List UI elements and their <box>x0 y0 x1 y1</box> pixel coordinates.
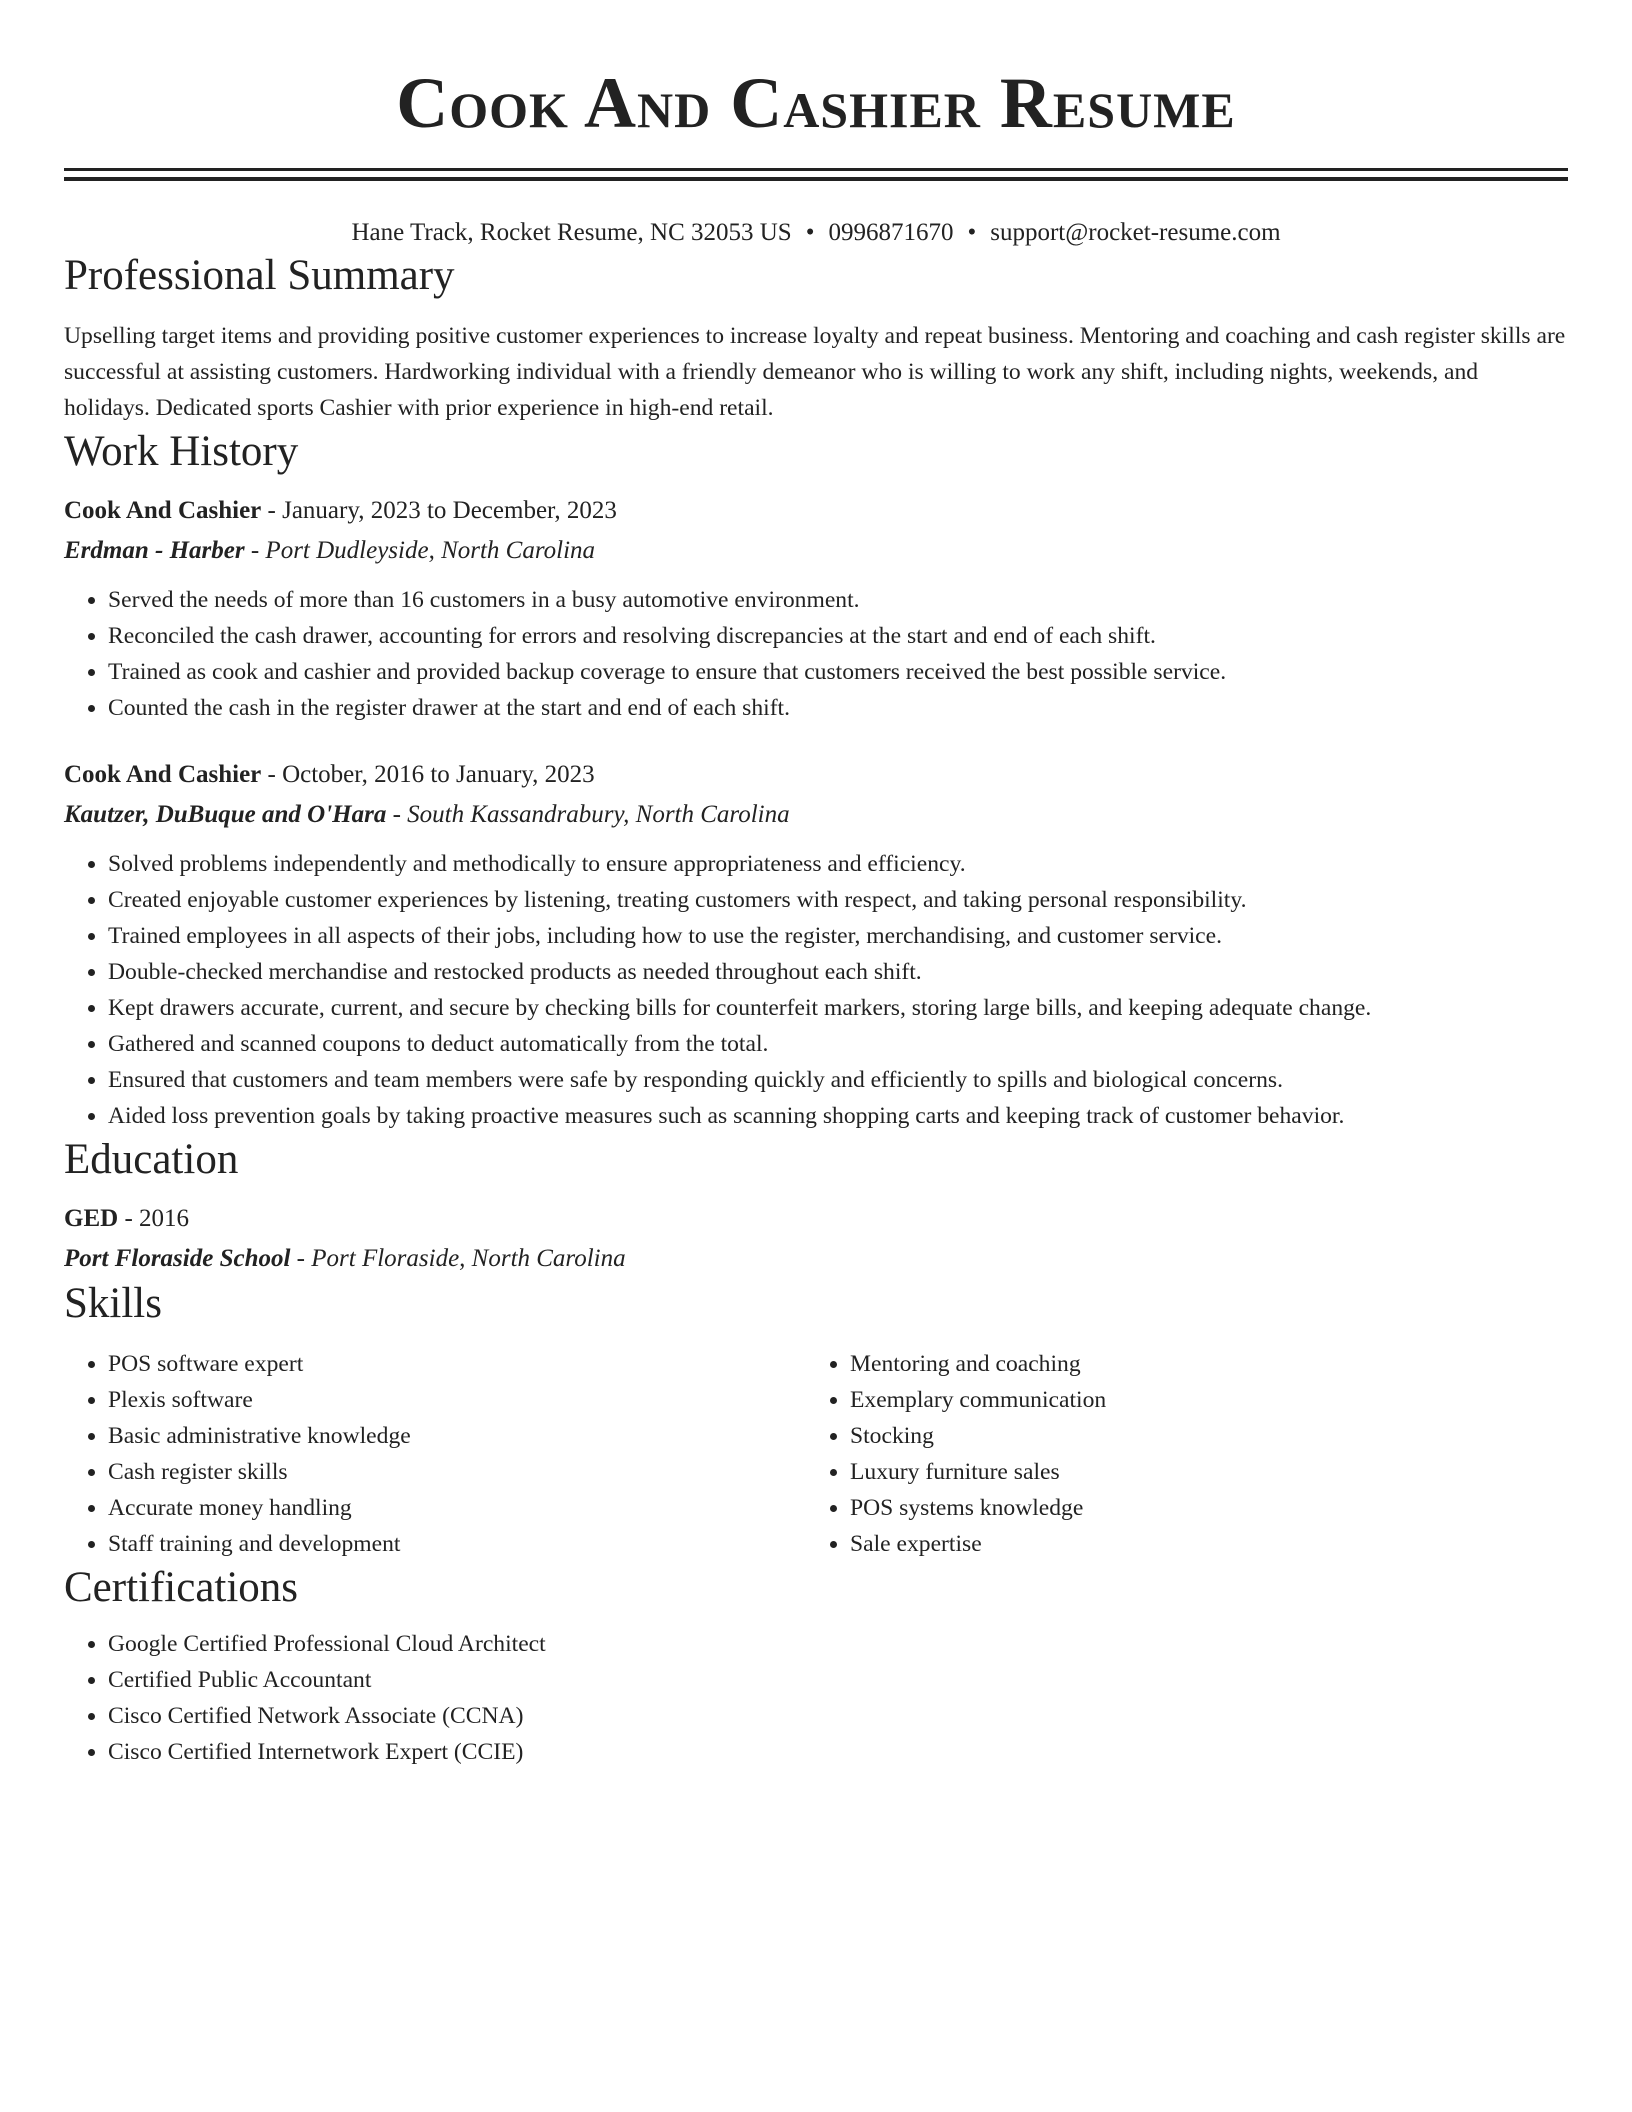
job-dates: - January, 2023 to December, 2023 <box>261 497 617 524</box>
skills-grid <box>64 1336 1568 1562</box>
list-item: • Aided loss prevention goals by taking proactive measures such as scanning shopping carts and keeping track of customer behavior. <box>108 1098 1568 1134</box>
job-duties-list <box>64 582 1568 726</box>
job-title-line <box>64 756 1568 794</box>
skills-list <box>806 1346 1548 1562</box>
list-item: • Reconciled the cash drawer, accounting for errors and resolving discrepancies at the start and end of each shift. <box>108 618 1568 654</box>
job-employer-line <box>64 532 1568 570</box>
contact-email: support@rocket-resume.com <box>990 219 1281 246</box>
job-entry <box>64 492 1568 726</box>
list-item: • Cisco Certified Network Associate (CCNA) <box>108 1698 1568 1734</box>
skills-heading: Skills <box>64 1280 162 1327</box>
list-item: • Kept drawers accurate, current, and secure by checking bills for counterfeit markers, storing large bills, and keeping adequate change. <box>108 990 1568 1026</box>
contact-separator: • <box>967 219 977 246</box>
list-item: • POS software expert <box>108 1346 806 1382</box>
list-item: • Plexis software <box>108 1382 806 1418</box>
list-item: • Ensured that customers and team members were safe by responding quickly and efficiently to spills and biological concerns. <box>108 1062 1568 1098</box>
list-item: • Certified Public Accountant <box>108 1662 1568 1698</box>
skills-list <box>64 1346 806 1562</box>
job-employer: Kautzer, DuBuque and O'Hara <box>64 801 387 828</box>
list-item: • Created enjoyable customer experiences by listening, treating customers with respect, and taking personal responsibility. <box>108 882 1568 918</box>
list-item: • Basic administrative knowledge <box>108 1418 806 1454</box>
education-heading: Education <box>64 1136 239 1183</box>
list-item: • Sale expertise <box>850 1526 1548 1562</box>
job-title-line <box>64 492 1568 530</box>
summary-text: Upselling target items and providing positive customer experiences to increase loyalty and repeat business. Mentoring and coaching and cash register skills are successful at assisting customers. Hardworking individual with a friendly demeanor who is willing to work any shift, including nights, weekends, and holidays. Dedicated sports Cashier with prior experience in high-end retail. <box>64 323 1566 421</box>
title-divider-top <box>64 168 1568 171</box>
job-employer: Erdman - Harber <box>64 537 245 564</box>
list-item: • Cisco Certified Internetwork Expert (CCIE) <box>108 1734 1568 1770</box>
list-item: • Exemplary communication <box>850 1382 1548 1418</box>
certifications-heading: Certifications <box>64 1564 299 1611</box>
education-school-line <box>64 1240 1568 1278</box>
list-item: • POS systems knowledge <box>850 1490 1548 1526</box>
list-item: • Cash register skills <box>108 1454 806 1490</box>
job-title: Cook And Cashier <box>64 761 262 788</box>
certifications-list <box>64 1626 1568 1770</box>
education-school: Port Floraside School <box>64 1245 291 1272</box>
list-item: • Double-checked merchandise and restocked products as needed throughout each shift. <box>108 954 1568 990</box>
job-title: Cook And Cashier <box>64 497 262 524</box>
skills-column-left <box>64 1336 806 1562</box>
job-employer-line <box>64 796 1568 834</box>
resume-title: Cook And Cashier Resume <box>396 63 1236 143</box>
contact-line <box>64 216 1568 250</box>
list-item: • Staff training and development <box>108 1526 806 1562</box>
work-history-heading: Work History <box>64 428 299 475</box>
education-degree-line <box>64 1200 1568 1238</box>
list-item: • Accurate money handling <box>108 1490 806 1526</box>
contact-address: Hane Track, Rocket Resume, NC 32053 US <box>351 219 792 246</box>
contact-separator: • <box>805 219 815 246</box>
job-location: - South Kassandrabury, North Carolina <box>386 801 790 828</box>
job-location: - Port Dudleyside, North Carolina <box>244 537 596 564</box>
contact-phone: 0996871670 <box>828 219 954 246</box>
list-item: • Solved problems independently and methodically to ensure appropriateness and efficiency. <box>108 846 1568 882</box>
education-year: - 2016 <box>118 1205 190 1232</box>
job-duties-list <box>64 846 1568 1134</box>
job-dates: - October, 2016 to January, 2023 <box>261 761 595 788</box>
list-item: • Trained as cook and cashier and provided backup coverage to ensure that customers received the best possible service. <box>108 654 1568 690</box>
list-item: • Google Certified Professional Cloud Architect <box>108 1626 1568 1662</box>
list-item: • Counted the cash in the register drawer at the start and end of each shift. <box>108 690 1568 726</box>
list-item: • Gathered and scanned coupons to deduct automatically from the total. <box>108 1026 1568 1062</box>
summary-heading: Professional Summary <box>64 252 455 299</box>
skills-column-right <box>806 1336 1548 1562</box>
list-item: • Served the needs of more than 16 customers in a busy automotive environment. <box>108 582 1568 618</box>
job-entry <box>64 756 1568 1134</box>
education-location: - Port Floraside, North Carolina <box>290 1245 626 1272</box>
title-divider-bottom <box>64 177 1568 181</box>
list-item: • Mentoring and coaching <box>850 1346 1548 1382</box>
list-item: • Stocking <box>850 1418 1548 1454</box>
education-degree: GED <box>64 1205 119 1232</box>
list-item: • Trained employees in all aspects of their jobs, including how to use the register, merchandising, and customer service. <box>108 918 1568 954</box>
list-item: • Luxury furniture sales <box>850 1454 1548 1490</box>
